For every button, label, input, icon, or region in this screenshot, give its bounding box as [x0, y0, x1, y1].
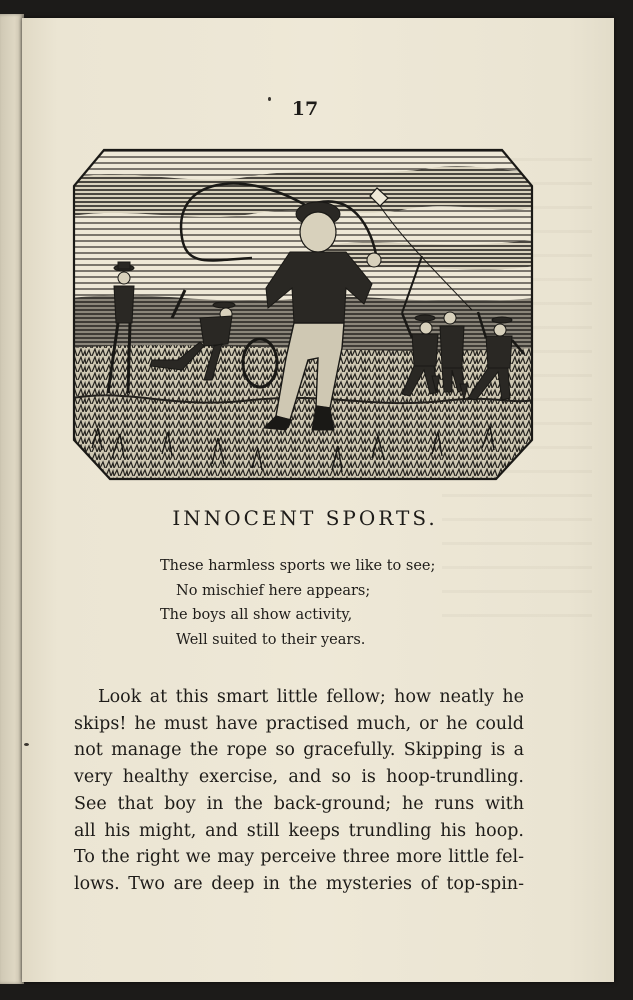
engraving-illustration — [72, 148, 534, 481]
text-line: Look at this smart little fellow; how neatly he — [98, 687, 524, 707]
poem-line: These harmless sports we like to see; — [160, 558, 436, 574]
ink-speck — [24, 743, 29, 746]
text-line: not manage the rope so gracefully. Skipping is a — [74, 740, 524, 761]
text-line: To the right we may perceive three more little fel- — [74, 847, 524, 868]
text-line: See that boy in the back-ground; he runs with — [74, 793, 524, 814]
poem-line: Well suited to their years. — [176, 631, 366, 648]
poem-line: No mischief here appears; — [176, 582, 371, 599]
poem-stanza — [160, 554, 480, 652]
text-line: skips! he must have practised much, or he could — [74, 713, 524, 734]
facing-page-edge — [0, 14, 24, 984]
ink-speck — [268, 97, 271, 101]
text-line: very healthy exercise, and so is hoop-trundling. — [74, 767, 524, 788]
text-line: all his might, and still keeps trundling his hoop. — [74, 820, 524, 841]
poem-line: The boys all show activity, — [160, 607, 353, 623]
page-number: 17 — [291, 98, 319, 120]
text-line: lows. Two are deep in the mysteries of top-spin- — [74, 873, 524, 894]
illustration-caption: INNOCENT SPORTS. — [172, 506, 438, 530]
body-paragraph — [74, 684, 524, 898]
